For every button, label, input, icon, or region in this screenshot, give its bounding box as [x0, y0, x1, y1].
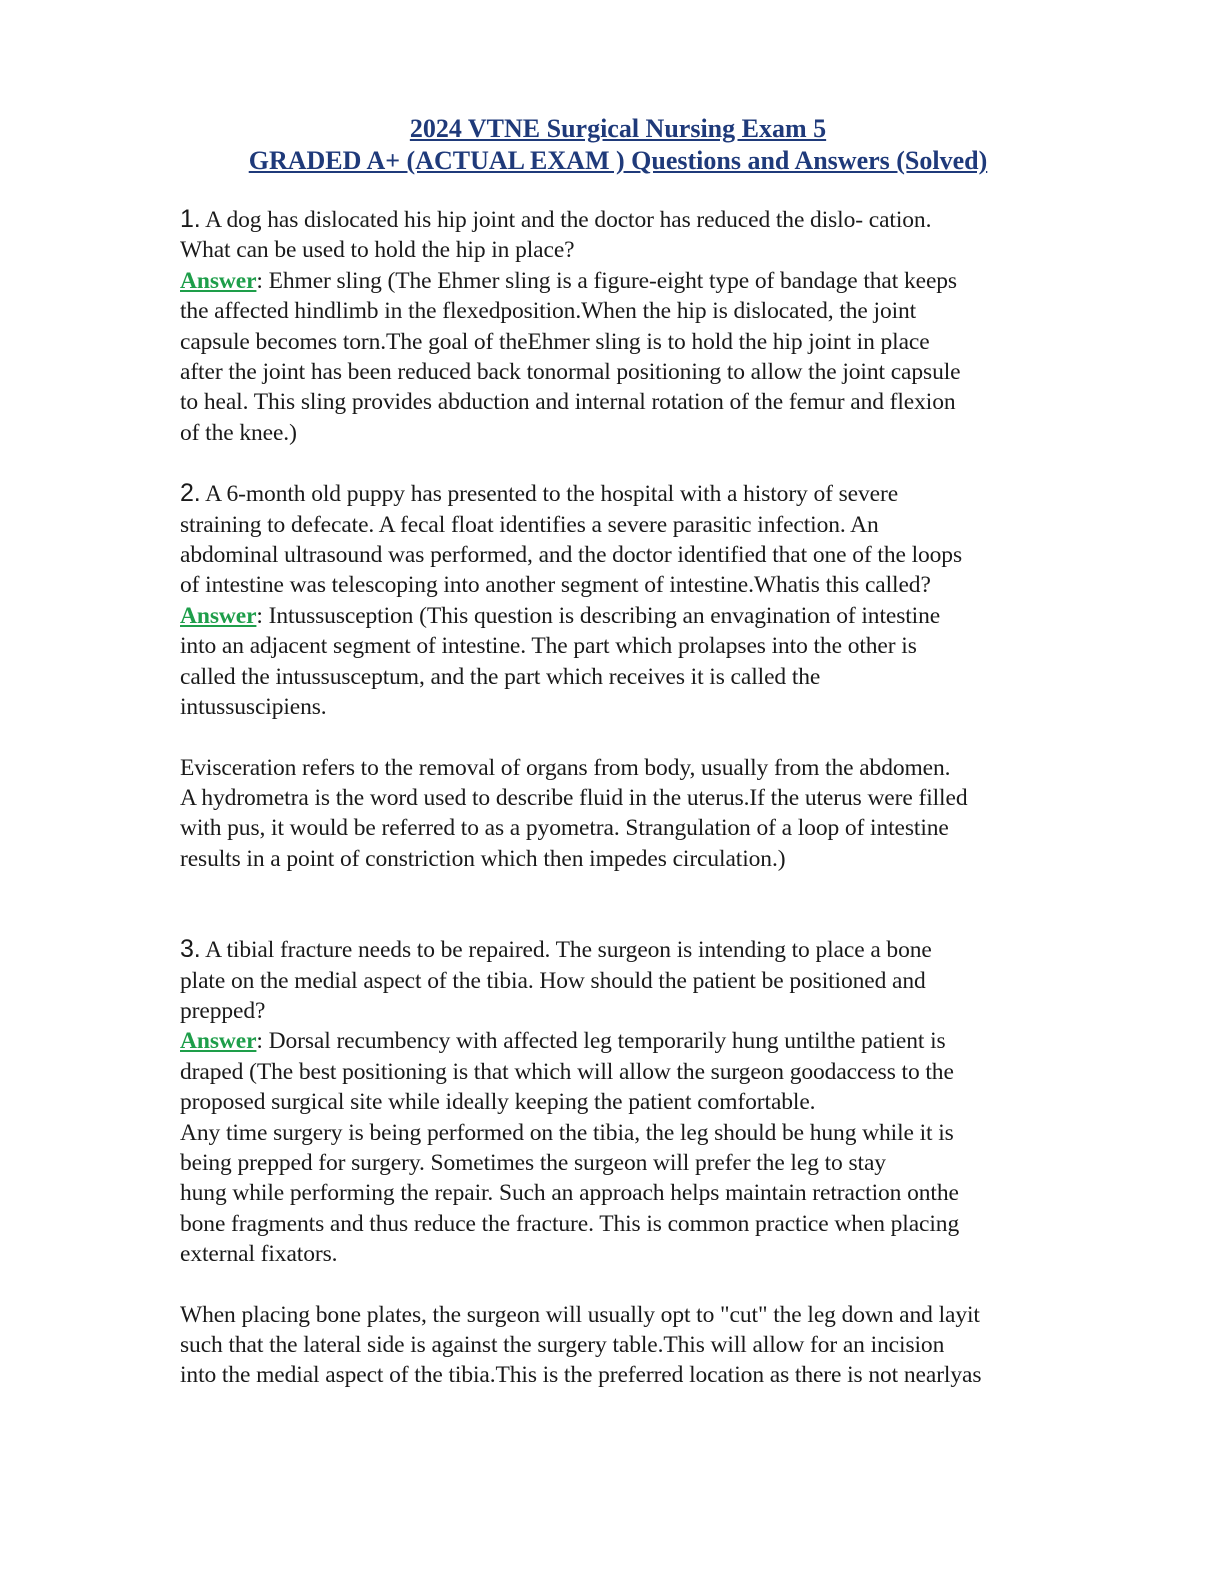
answer-line: bone fragments and thus reduce the fracture. This is common practice when placing: [180, 1210, 960, 1237]
paragraph-line: such that the lateral side is against the surgery table.This will allow for an incision: [180, 1332, 945, 1358]
answer-line: of the knee.): [180, 419, 297, 446]
question-line: prepped?: [180, 997, 266, 1024]
answer-line: being prepped for surgery. Sometimes the surgeon will prefer the leg to stay: [180, 1149, 886, 1176]
answer-line: external fixators.: [180, 1241, 338, 1268]
question-number: 3.: [180, 935, 201, 964]
answer-line: capsule becomes torn.The goal of theEhmer sling is to hold the hip joint in place: [180, 328, 930, 355]
answer-line: the affected hindlimb in the flexedposition.When the hip is dislocated, the joint: [180, 298, 917, 325]
answer-line: into an adjacent segment of intestine. The part which prolapses into the other is: [180, 633, 917, 660]
document-page: [180, 113, 1140, 1391]
question-line: 1. A dog has dislocated his hip joint and the doctor has reduced the dislo- cation.: [180, 205, 932, 233]
title-line-1: 2024 VTNE Surgical Nursing Exam 5: [409, 114, 827, 143]
question-line: 2. A 6-month old puppy has presented to the hospital with a history of severe: [180, 479, 899, 508]
question-line: What can be used to hold the hip in place?: [180, 237, 575, 264]
question-3: [180, 934, 1140, 1391]
answer-line: draped (The best positioning is that which will allow the surgeon goodaccess to the: [180, 1058, 954, 1085]
paragraph-line: When placing bone plates, the surgeon will usually opt to "cut" the leg down and layit: [180, 1301, 980, 1328]
paragraph-line: A hydrometra is the word used to describe fluid in the uterus.If the uterus were filled: [180, 784, 968, 811]
answer-line: intussuscipiens.: [180, 694, 327, 721]
question-line: abdominal ultrasound was performed, and the doctor identified that one of the loops: [180, 542, 963, 569]
answer-line: Answer: Intussusception (This question is describing an envagination of intestine: [180, 602, 941, 629]
answer-line: after the joint has been reduced back tonormal positioning to allow the joint capsule: [180, 359, 961, 386]
question-1: [180, 204, 1140, 448]
question-number: 2.: [180, 479, 201, 508]
answer-line: Answer: Ehmer sling (The Ehmer sling is a figure-eight type of bandage that keeps: [180, 267, 957, 294]
answer-line: Answer: Dorsal recumbency with affected leg temporarily hung untilthe patient is: [180, 1028, 946, 1055]
answer-line: Any time surgery is being performed on the tibia, the leg should be hung while it is: [180, 1119, 954, 1146]
answer-label: Answer: [180, 602, 257, 629]
answer-label: Answer: [180, 1028, 257, 1055]
paragraph-line: with pus, it would be referred to as a pyometra. Strangulation of a loop of intestine: [180, 815, 949, 842]
answer-label: Answer: [180, 267, 257, 294]
paragraph-line: results in a point of constriction which then impedes circulation.): [180, 845, 786, 872]
question-number: 1.: [180, 205, 201, 233]
question-line: plate on the medial aspect of the tibia. How should the patient be positioned and: [180, 967, 926, 994]
question-line: 3. A tibial fracture needs to be repaired. The surgeon is intending to place a bone: [180, 935, 932, 964]
answer-line: to heal. This sling provides abduction and internal rotation of the femur and flexion: [180, 389, 956, 416]
question-2: [180, 478, 1140, 874]
document-title: [180, 113, 1056, 177]
answer-line: hung while performing the repair. Such an approach helps maintain retraction onthe: [180, 1180, 959, 1207]
paragraph-line: Evisceration refers to the removal of organs from body, usually from the abdomen.: [180, 754, 951, 781]
question-line: straining to defecate. A fecal float identifies a severe parasitic infection. An: [180, 511, 879, 538]
question-line: of intestine was telescoping into another segment of intestine.Whatis this called?: [180, 572, 931, 599]
title-line-2: GRADED A+ (ACTUAL EXAM ) Questions and Answers (Solved): [248, 146, 988, 175]
paragraph-line: into the medial aspect of the tibia.This is the preferred location as there is not nearlyas: [180, 1362, 982, 1389]
answer-line: proposed surgical site while ideally keeping the patient comfortable.: [180, 1089, 816, 1116]
answer-line: called the intussusceptum, and the part which receives it is called the: [180, 663, 821, 690]
